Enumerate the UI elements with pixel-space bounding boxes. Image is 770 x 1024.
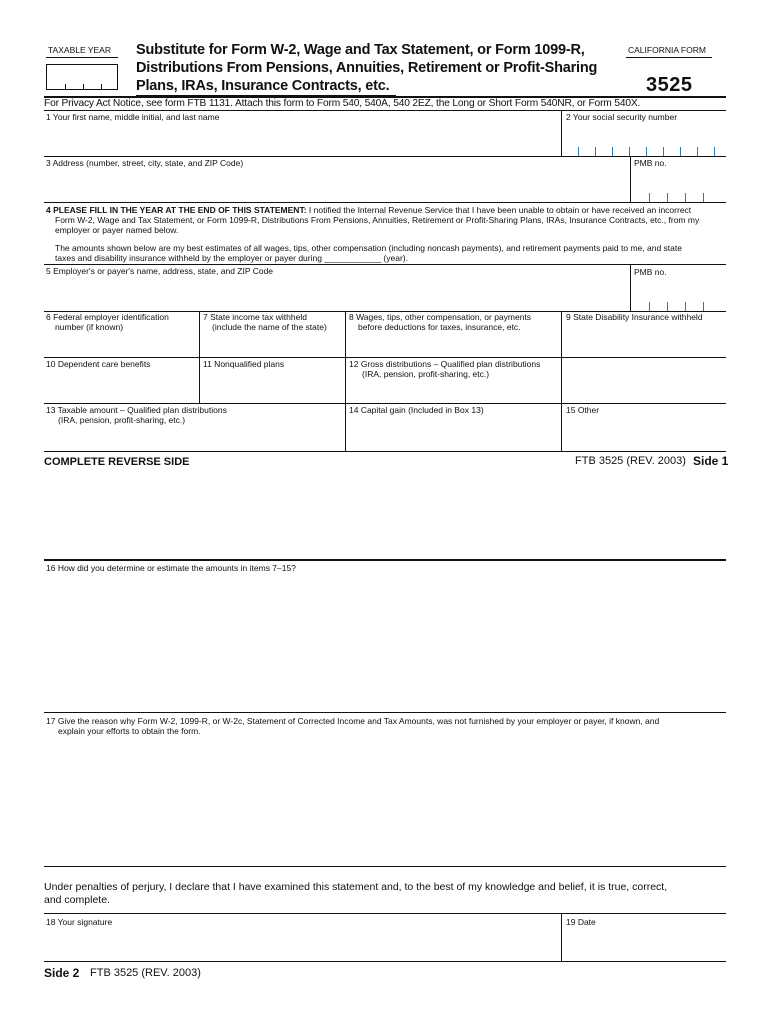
box13-label-2: (IRA, pension, profit-sharing, etc.) [58, 415, 186, 425]
item4-text-1: I notified the Internal Revenue Service that I have been unable to obtain or have received an incorrect [306, 205, 692, 215]
box13-label-1: 13 Taxable amount – Qualified plan distributions [46, 405, 227, 415]
side2-form-ref: FTB 3525 (REV. 2003) [90, 967, 201, 979]
taxable-year-field[interactable] [46, 64, 118, 90]
california-form-underline [626, 57, 712, 58]
box12-right-field[interactable] [562, 358, 726, 403]
box8-label-1: 8 Wages, tips, other compensation, or payments [349, 312, 532, 322]
side2-top-rule [44, 559, 726, 561]
box7-label-2: (include the name of the state) [212, 322, 327, 332]
signature-field[interactable] [44, 914, 561, 961]
side2-label: Side 2 [44, 966, 80, 980]
box14-label: 14 Capital gain (Included in Box 13) [349, 405, 484, 415]
date-label: 19 Date [566, 917, 596, 927]
item4-text-4: The amounts shown below are my best estimates of all wages, tips, other compensation (including noncash payments), and retirement payments paid to me, and state [55, 243, 682, 253]
q17-answer-field[interactable] [44, 714, 726, 866]
name-label: 1 Your first name, middle initial, and last name [46, 112, 220, 122]
employer-label: 5 Employer's or payer's name, address, state, and ZIP Code [46, 266, 274, 276]
pmb-label-1: PMB no. [634, 158, 667, 168]
box7-label-1: 7 State income tax withheld [203, 312, 307, 322]
box6-label-2: number (if known) [55, 322, 124, 332]
pmb-label-2: PMB no. [634, 267, 667, 277]
complete-reverse-side: COMPLETE REVERSE SIDE [44, 456, 190, 468]
form-title-line1: Substitute for Form W-2, Wage and Tax Statement, or Form 1099-R, [136, 42, 585, 58]
taxable-year-label: TAXABLE YEAR [48, 45, 111, 55]
item4-text-2: Form W-2, Wage and Tax Statement, or Form 1099-R, Distributions From Pensions, Annuities, Retirement or Profit-Sharing Plans, IRAs, Insurance Contracts, etc., from my [55, 215, 700, 225]
ssn-label: 2 Your social security number [566, 112, 678, 122]
privacy-notice: For Privacy Act Notice, see form FTB 1131. Attach this form to Form 540, 540A, 540 2EZ, the Long or Short Form 540NR, or Form 540X. [44, 98, 641, 109]
side1-form-ref: FTB 3525 (REV. 2003) [575, 455, 686, 467]
address-label: 3 Address (number, street, city, state, and ZIP Code) [46, 158, 244, 168]
box11-label: 11 Nonqualified plans [203, 359, 285, 369]
year-blank-field[interactable] [330, 252, 382, 263]
q17-label-2: explain your efforts to obtain the form. [58, 726, 201, 736]
box12-label-2: (IRA, pension, profit-sharing, etc.) [362, 369, 490, 379]
california-form-label: CALIFORNIA FORM [628, 45, 706, 55]
side1-label: Side 1 [693, 454, 729, 468]
q16-answer-field[interactable] [44, 562, 726, 712]
signature-label: 18 Your signature [46, 917, 113, 927]
item4-statement [46, 205, 691, 216]
box9-label: 9 State Disability Insurance withheld [566, 312, 703, 322]
form-number: 3525 [646, 74, 693, 96]
box12-label-1: 12 Gross distributions – Qualified plan distributions [349, 359, 541, 369]
item4-text-5: taxes and disability insurance withheld by the employer or payer during ____________ (year). [55, 253, 408, 263]
perjury-statement-1: Under penalties of perjury, I declare that I have examined this statement and, to the best of my knowledge and belief, it is true, correct, [44, 881, 668, 893]
box6-label-1: 6 Federal employer identification [46, 312, 169, 322]
item4-text-3: employer or payer named below. [55, 225, 179, 235]
box10-label: 10 Dependent care benefits [46, 359, 151, 369]
perjury-statement-2: and complete. [44, 894, 110, 906]
q16-label: 16 How did you determine or estimate the amounts in items 7–15? [46, 563, 296, 573]
form-title-line2: Distributions From Pensions, Annuities, Retirement or Profit-Sharing [136, 60, 598, 76]
q17-label-1: 17 Give the reason why Form W-2, 1099-R, or W-2c, Statement of Corrected Income and Tax Amounts, was not furnished by your employer or payer, if known, and [46, 716, 660, 726]
form-title-line3: Plans, IRAs, Insurance Contracts, etc. [136, 78, 390, 94]
box8-label-2: before deductions for taxes, insurance, etc. [358, 322, 521, 332]
taxable-year-underline [46, 57, 118, 58]
item4-heading: 4 PLEASE FILL IN THE YEAR AT THE END OF THIS STATEMENT: [46, 205, 307, 215]
box15-label: 15 Other [566, 405, 600, 415]
